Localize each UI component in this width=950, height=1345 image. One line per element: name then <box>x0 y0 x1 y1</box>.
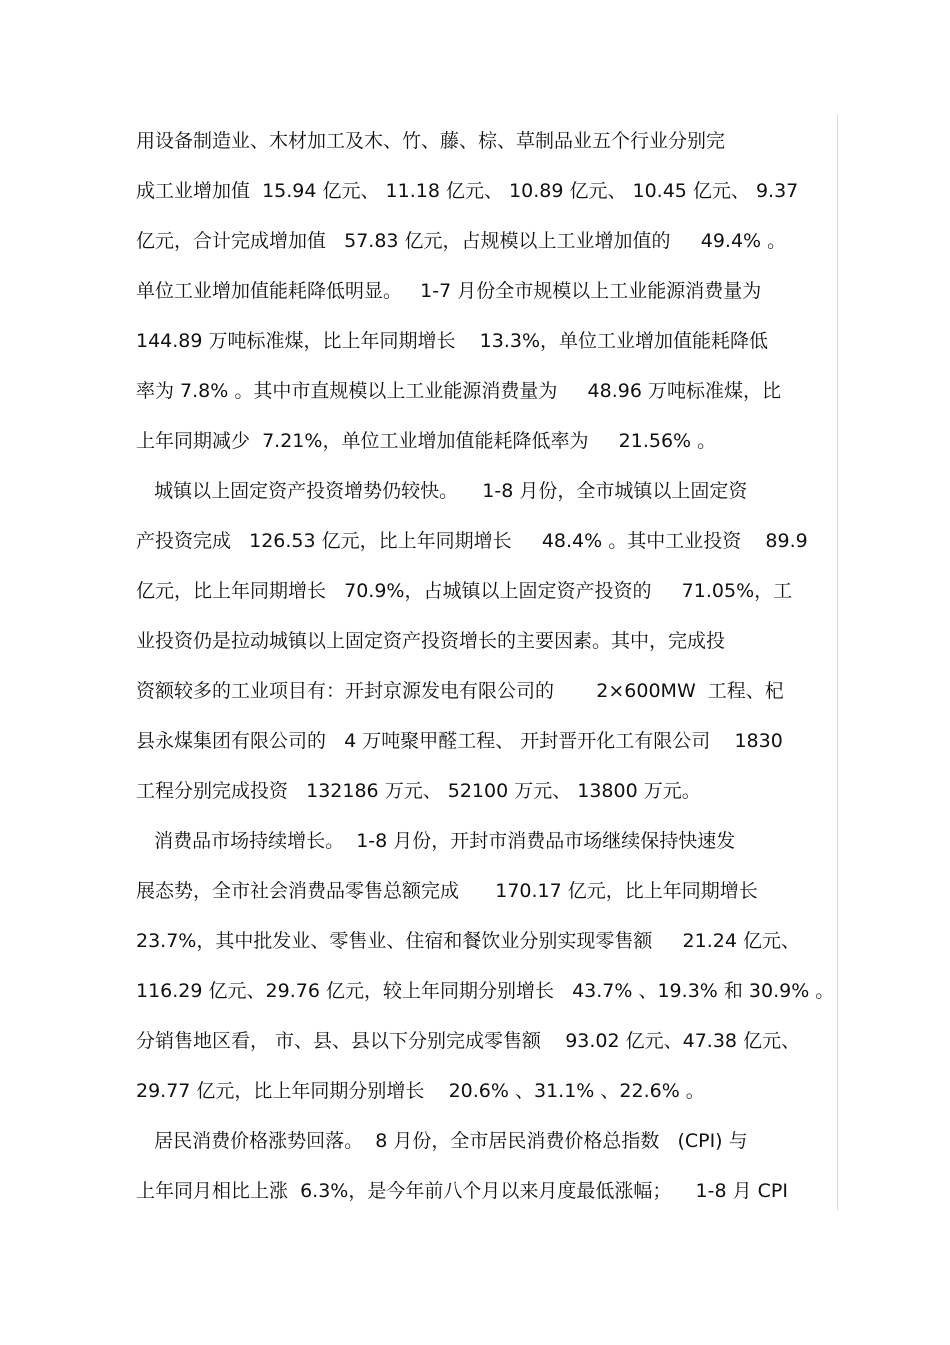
text-line: 29.77 亿元，比上年同期分别增长 20.6% 、31.1% 、22.6% 。 <box>136 1080 705 1102</box>
text-line: 资额较多的工业项目有：开封京源发电有限公司的 2×600MW 工程、杞 <box>136 680 784 702</box>
text-line: 上年同期减少 7.21%，单位工业增加值能耗降低率为 21.56% 。 <box>136 430 717 452</box>
paragraph-start-line: 消费品市场持续增长。 1-8 月份，开封市消费品市场继续保持快速发 <box>136 830 736 852</box>
text-line: 116.29 亿元、29.76 亿元，较上年同期分别增长 43.7% 、19.3% 和 30.9% 。 <box>136 980 835 1002</box>
text-line: 单位工业增加值能耗降低明显。 1-7 月份全市规模以上工业能源消费量为 <box>136 280 762 302</box>
text-line: 率为 7.8% 。其中市直规模以上工业能源消费量为 48.96 万吨标准煤，比 <box>136 380 781 402</box>
text-line: 展态势，全市社会消费品零售总额完成 170.17 亿元，比上年同期增长 <box>136 880 758 902</box>
text-line: 成工业增加值 15.94 亿元、 11.18 亿元、 10.89 亿元、 10.45 亿元、 9.37 <box>136 180 799 202</box>
text-line: 上年同月相比上涨 6.3%，是今年前八个月以来月度最低涨幅； 1-8 月 CPI <box>136 1180 788 1202</box>
text-line: 业投资仍是拉动城镇以上固定资产投资增长的主要因素。其中，完成投 <box>136 630 726 652</box>
text-line: 23.7%，其中批发业、零售业、住宿和餐饮业分别实现零售额 21.24 亿元、 <box>136 930 800 952</box>
text-line: 144.89 万吨标准煤，比上年同期增长 13.3%，单位工业增加值能耗降低 <box>136 330 769 352</box>
text-line: 亿元，合计完成增加值 57.83 亿元，占规模以上工业增加值的 49.4% 。 <box>136 230 787 252</box>
page-margin-rule <box>837 115 838 1210</box>
text-line: 工程分别完成投资 132186 万元、 52100 万元、 13800 万元。 <box>136 780 701 802</box>
text-line: 分销售地区看， 市、县、县以下分别完成零售额 93.02 亿元、47.38 亿元、 <box>136 1030 801 1052</box>
text-line: 亿元，比上年同期增长 70.9%，占城镇以上固定资产投资的 71.05%，工 <box>136 580 793 602</box>
text-line: 产投资完成 126.53 亿元，比上年同期增长 48.4% 。其中工业投资 89.9 <box>136 530 808 552</box>
paragraph-start-line: 居民消费价格涨势回落。 8 月份，全市居民消费价格总指数 (CPI) 与 <box>136 1130 748 1152</box>
text-line: 用设备制造业、木材加工及木、竹、藤、棕、草制品业五个行业分别完 <box>136 130 726 152</box>
text-line: 县永煤集团有限公司的 4 万吨聚甲醛工程、 开封晋开化工有限公司 1830 <box>136 730 783 752</box>
paragraph-start-line: 城镇以上固定资产投资增势仍较快。 1-8 月份，全市城镇以上固定资 <box>136 480 748 502</box>
